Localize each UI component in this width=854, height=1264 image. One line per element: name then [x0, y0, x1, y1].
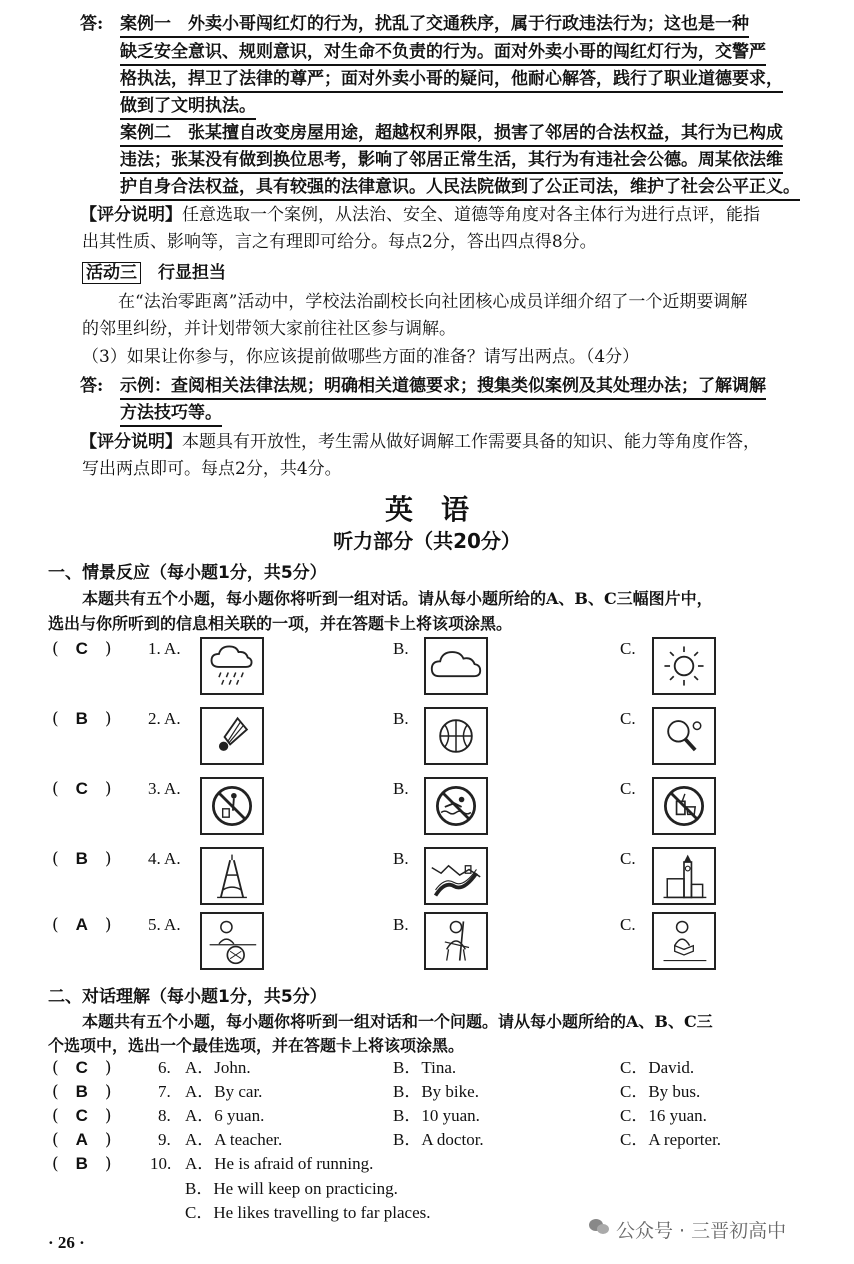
q10-num: 10. [150, 1154, 172, 1173]
q7-num: 7. [158, 1082, 171, 1101]
item2-c: C. [620, 709, 636, 728]
q7-option-a: A．By car. [185, 1082, 263, 1101]
sun-icon [652, 637, 716, 695]
basketball-icon [424, 707, 488, 765]
answer-label: 答: [80, 14, 104, 34]
activity3-answer-1: 示例：查阅相关法律法规；明确相关道德要求；搜集类似案例及其处理办法；了解调解 [120, 374, 766, 400]
case1-line-2: 缺乏安全意识、规则意识，对生命不负责的行为。面对外卖小哥的闯红灯行为，交警严 [120, 40, 766, 66]
activity3-question: （3）如果让你参与，你应该提前做哪些方面的准备？请写出两点。（4分） [82, 347, 640, 367]
case2-line-2: 违法；张某没有做到换位思考，影响了邻居正常生活，其行为有违社会公德。周某依法维 [120, 148, 783, 174]
part2-instructions-2: 个选项中，选出一个最佳选项，并在答题卡上将该项涂黑。 [48, 1036, 465, 1055]
q7-option-c: C．By bus. [620, 1082, 701, 1101]
q10-option-b: B．He will keep on practicing. [185, 1179, 398, 1198]
no-littering-icon [200, 777, 264, 835]
activity3-heading: 活动三 行显担当 [82, 261, 226, 285]
item2-answer: ( B ) [52, 709, 112, 729]
part1-instructions-1: 本题共有五个小题，每小题你将听到一组对话。请从每小题所给的A、B、C三幅图片中， [82, 589, 713, 608]
q7-option-b: B．By bike. [393, 1082, 479, 1101]
q9-option-b: B．A doctor. [393, 1130, 484, 1149]
wechat-icon [588, 1217, 610, 1242]
page-number: · 26 · [48, 1233, 85, 1252]
case2-line-3: 护自身合法权益，具有较强的法律意识。人民法院做到了公正司法，维护了社会公平正义。 [120, 175, 800, 201]
q8-option-a: A．6 yuan. [185, 1106, 265, 1125]
watermark: 公众号 · 三晋初高中 [588, 1216, 786, 1243]
q10-answer: ( B ) [52, 1154, 112, 1174]
part1-heading: 一、情景反应（每小题1分，共5分） [48, 563, 327, 583]
activity3-answer-2: 方法技巧等。 [120, 401, 222, 427]
english-title: 英 语 [384, 493, 469, 526]
listening-subtitle: 听力部分（共20分） [333, 529, 521, 553]
item4-b: B. [393, 849, 409, 868]
ping-pong-icon [652, 707, 716, 765]
item3-b: B. [393, 779, 409, 798]
item1-b: B. [393, 639, 409, 658]
item4-num: 4. A. [148, 849, 181, 868]
q9-option-a: A．A teacher. [185, 1130, 283, 1149]
item5-num: 5. A. [148, 915, 181, 934]
item5-b: B. [393, 915, 409, 934]
big-ben-icon [652, 847, 716, 905]
q10-option-a: A．He is afraid of running. [185, 1154, 374, 1173]
q6-option-c: C．David. [620, 1058, 695, 1077]
cloud-icon [424, 637, 488, 695]
item2-b: B. [393, 709, 409, 728]
part2-heading: 二、对话理解（每小题1分，共5分） [48, 987, 327, 1007]
case1-line-3: 格执法，捍卫了法律的尊严；面对外卖小哥的疑问，他耐心解答，践行了职业道德要求， [120, 67, 783, 93]
item3-answer: ( C ) [52, 779, 112, 799]
item3-c: C. [620, 779, 636, 798]
activity3-intro-2: 的邻里纠纷，并计划带领大家前往社区参与调解。 [82, 319, 456, 339]
q7-answer: ( B ) [52, 1082, 112, 1102]
item2-num: 2. A. [148, 709, 181, 728]
case2-line-1: 案例二 张某擅自改变房屋用途，超越权利界限，损害了邻居的合法权益，其行为已构成 [120, 121, 783, 147]
scoring-note-1: 【评分说明】任意选取一个案例，从法治、安全、道德等角度对各主体行为进行点评，能指 [80, 205, 760, 225]
eiffel-tower-icon [200, 847, 264, 905]
q8-answer: ( C ) [52, 1106, 112, 1126]
q6-num: 6. [158, 1058, 171, 1077]
q9-option-c: C．A reporter. [620, 1130, 722, 1149]
activity3-answer-label: 答: [80, 376, 104, 396]
q6-option-b: B．Tina. [393, 1058, 457, 1077]
item4-answer: ( B ) [52, 849, 112, 869]
item1-c: C. [620, 639, 636, 658]
q8-num: 8. [158, 1106, 171, 1125]
shuttlecock-icon [200, 707, 264, 765]
scoring-note-2: 【评分说明】本题具有开放性，考生需从做好调解工作需要具备的知识、能力等角度作答， [80, 432, 760, 452]
item5-c: C. [620, 915, 636, 934]
great-wall-icon [424, 847, 488, 905]
q9-answer: ( A ) [52, 1130, 112, 1150]
q10-option-c: C．He likes travelling to far places. [185, 1203, 431, 1222]
part2-instructions-1: 本题共有五个小题，每小题你将听到一组对话和一个问题。请从每小题所给的A、B、C三 [82, 1012, 713, 1031]
girl-playing-erhu-icon [424, 912, 488, 970]
item4-c: C. [620, 849, 636, 868]
part1-instructions-2: 选出与你所听到的信息相关联的一项，并在答题卡上将该项涂黑。 [48, 614, 513, 633]
item3-num: 3. A. [148, 779, 181, 798]
q9-num: 9. [158, 1130, 171, 1149]
item1-answer: ( C ) [52, 639, 112, 659]
girl-painting-icon [200, 912, 264, 970]
q6-answer: ( C ) [52, 1058, 112, 1078]
scoring-note-2b: 写出两点即可。每点2分，共4分。 [82, 459, 342, 479]
no-food-drink-icon [652, 777, 716, 835]
case1-line-4: 做到了文明执法。 [120, 94, 256, 120]
rain-cloud-icon [200, 637, 264, 695]
item1-num: 1. A. [148, 639, 181, 658]
item5-answer: ( A ) [52, 915, 112, 935]
case1-line-1: 案例一 外卖小哥闯红灯的行为，扰乱了交通秩序，属于行政违法行为；这也是一种 [120, 12, 749, 38]
q8-option-c: C．16 yuan. [620, 1106, 707, 1125]
no-swimming-icon [424, 777, 488, 835]
activity3-intro-1: 在“法治零距离”活动中，学校法治副校长向社团核心成员详细介绍了一个近期要调解 [118, 292, 748, 312]
scoring-note-1b: 出其性质、影响等，言之有理即可给分。每点2分，答出四点得8分。 [82, 232, 597, 252]
q8-option-b: B．10 yuan. [393, 1106, 480, 1125]
q6-option-a: A．John. [185, 1058, 251, 1077]
girl-reading-icon [652, 912, 716, 970]
